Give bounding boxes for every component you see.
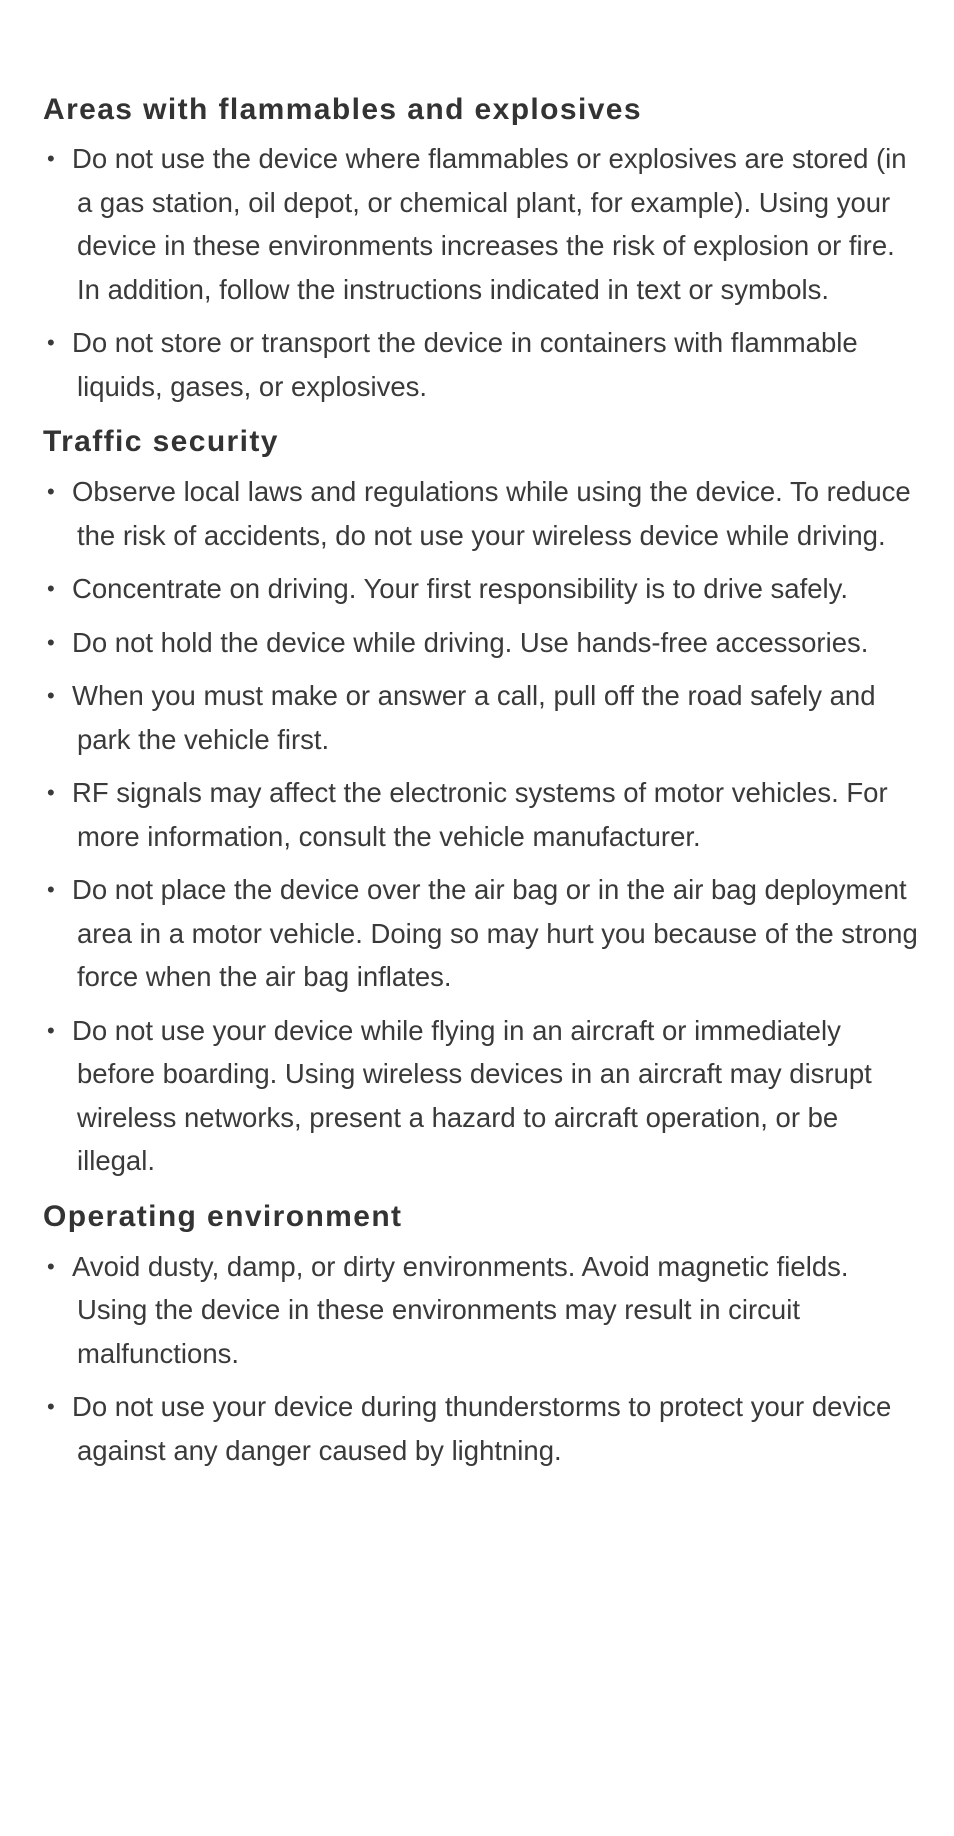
document-page: [43, 90, 923, 1472]
list-item: • Do not place the device over the air bag or in the air bag deployment area in a motor vehicle. Doing so may hurt you because of the strong force when the air bag inflates.: [43, 868, 923, 999]
bullet-icon: •: [47, 576, 55, 601]
bullet-icon: •: [47, 330, 55, 355]
bullet-list-flammables: [43, 137, 923, 408]
list-item: • Do not store or transport the device in containers with flammable liquids, gases, or explosives.: [43, 321, 923, 408]
list-item: • Do not use your device while flying in an aircraft or immediately before boarding. Using wireless devices in an aircraft may disrupt wireless networks, present a hazard to aircraft operation, or be illegal.: [43, 1009, 923, 1183]
bullet-icon: •: [47, 1394, 55, 1419]
bullet-icon: •: [47, 479, 55, 504]
list-item: • RF signals may affect the electronic systems of motor vehicles. For more information, consult the vehicle manufacturer.: [43, 771, 923, 858]
bullet-icon: •: [47, 1017, 55, 1043]
bullet-icon: •: [47, 683, 55, 708]
list-item: • Do not use your device during thunderstorms to protect your device against any danger caused by lightning.: [43, 1385, 923, 1472]
list-item: • Do not hold the device while driving. Use hands-free accessories.: [43, 621, 923, 665]
list-item: • Observe local laws and regulations while using the device. To reduce the risk of accidents, do not use your wireless device while driving.: [43, 470, 923, 557]
section-title-flammables: Areas with flammables and explosives: [43, 93, 642, 126]
list-item: • Do not use the device where flammables or explosives are stored (in a gas station, oil depot, or chemical plant, for example). Using your device in these environments increases the risk of explosion or fire. In addition, follow the instructions indicated in text or symbols.: [43, 137, 923, 311]
list-item: • Concentrate on driving. Your first responsibility is to drive safely.: [43, 567, 923, 611]
bullet-list-operating-environment: [43, 1245, 923, 1473]
bullet-icon: •: [47, 780, 55, 805]
bullet-icon: •: [47, 1253, 55, 1279]
bullet-icon: •: [47, 146, 55, 171]
bullet-icon: •: [47, 629, 55, 655]
bullet-icon: •: [47, 877, 55, 902]
section-title-traffic-security: Traffic security: [43, 425, 279, 458]
bullet-list-traffic-security: [43, 470, 923, 1183]
list-item: • When you must make or answer a call, pull off the road safely and park the vehicle first.: [43, 674, 923, 761]
list-item: • Avoid dusty, damp, or dirty environments. Avoid magnetic fields. Using the device in these environments may result in circuit malfunctions.: [43, 1245, 923, 1376]
section-title-operating-environment: Operating environment: [43, 1199, 403, 1233]
